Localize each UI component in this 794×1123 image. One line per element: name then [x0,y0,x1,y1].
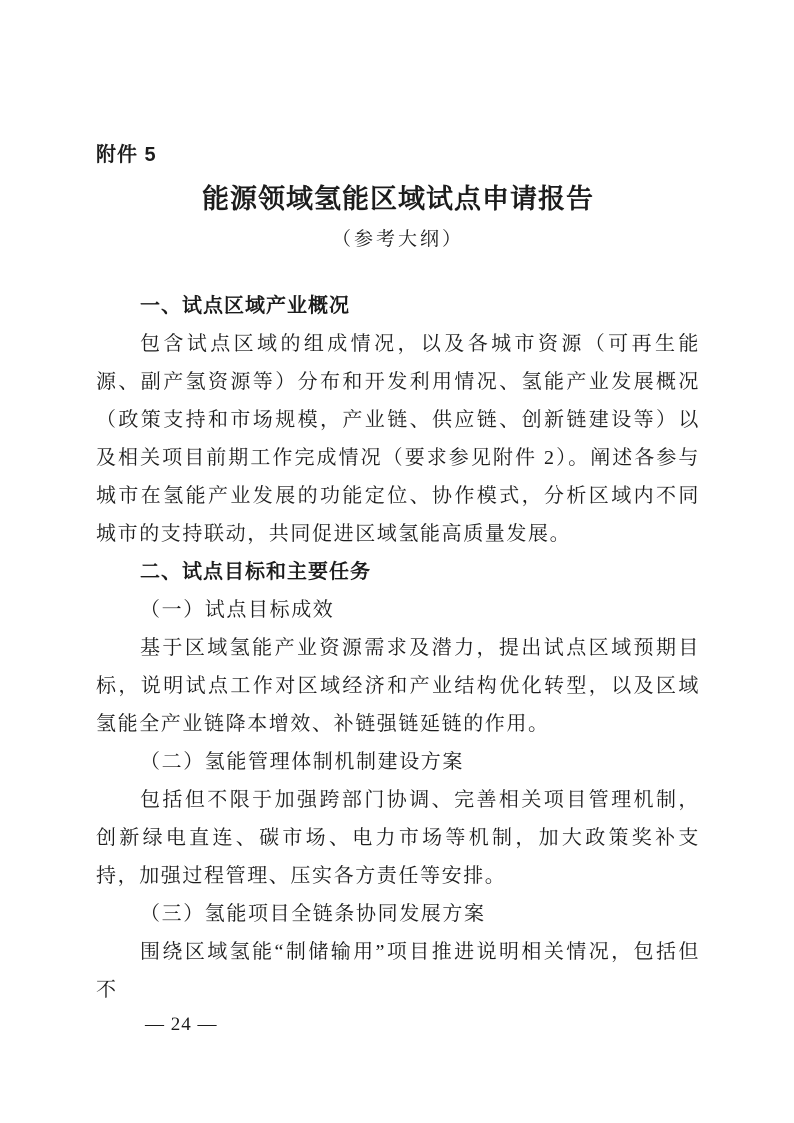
page-number: 24 [170,1014,192,1035]
sub-heading-2-1: （一）试点目标成效 [140,599,335,621]
paragraph: 基于区域氢能产业资源需求及潜力，提出试点区域预期目标，说明试点工作对区域经济和产业结构优化转型，以及区域氢能全产业链降本增效、补链强链延链的作用。 [96,637,700,735]
document-body [96,287,700,1009]
doc-subtitle: （参考大纲） [331,229,464,250]
sub-heading-2-3: （三）氢能项目全链条协同发展方案 [140,903,486,925]
page-title: 能源领域氢能区域试点申请报告 [202,184,594,214]
paragraph: 包含试点区域的组成情况，以及各城市资源（可再生能源、副产氢资源等）分布和开发利用情况、氢能产业发展概况（政策支持和市场规模，产业链、供应链、创新链建设等）以及相关项目前期工作完成情况（要求参见附件 2）。阐述各参与城市在氢能产业发展的功能定位、协作模式，分析区域内不同城市的支持联动，共同促进区域氢能高质量发展。 [96,333,700,545]
section-heading-1: 一、试点区域产业概况 [140,295,350,317]
section-heading-2: 二、试点目标和主要任务 [140,561,371,583]
paragraph: 包括但不限于加强跨部门协调、完善相关项目管理机制，创新绿电直连、碳市场、电力市场等机制，加大政策奖补支持，加强过程管理、压实各方责任等安排。 [96,789,700,887]
footer-right-dash: — [191,1014,218,1035]
footer-left-dash: — [145,1014,171,1035]
sub-heading-2-2: （二）氢能管理体制机制建设方案 [140,751,464,773]
attachment-label: 附件 5 [96,144,157,166]
page-footer [145,1012,218,1038]
paragraph: 围绕区域氢能“制储输用”项目推进说明相关情况，包括但不 [96,941,700,1001]
